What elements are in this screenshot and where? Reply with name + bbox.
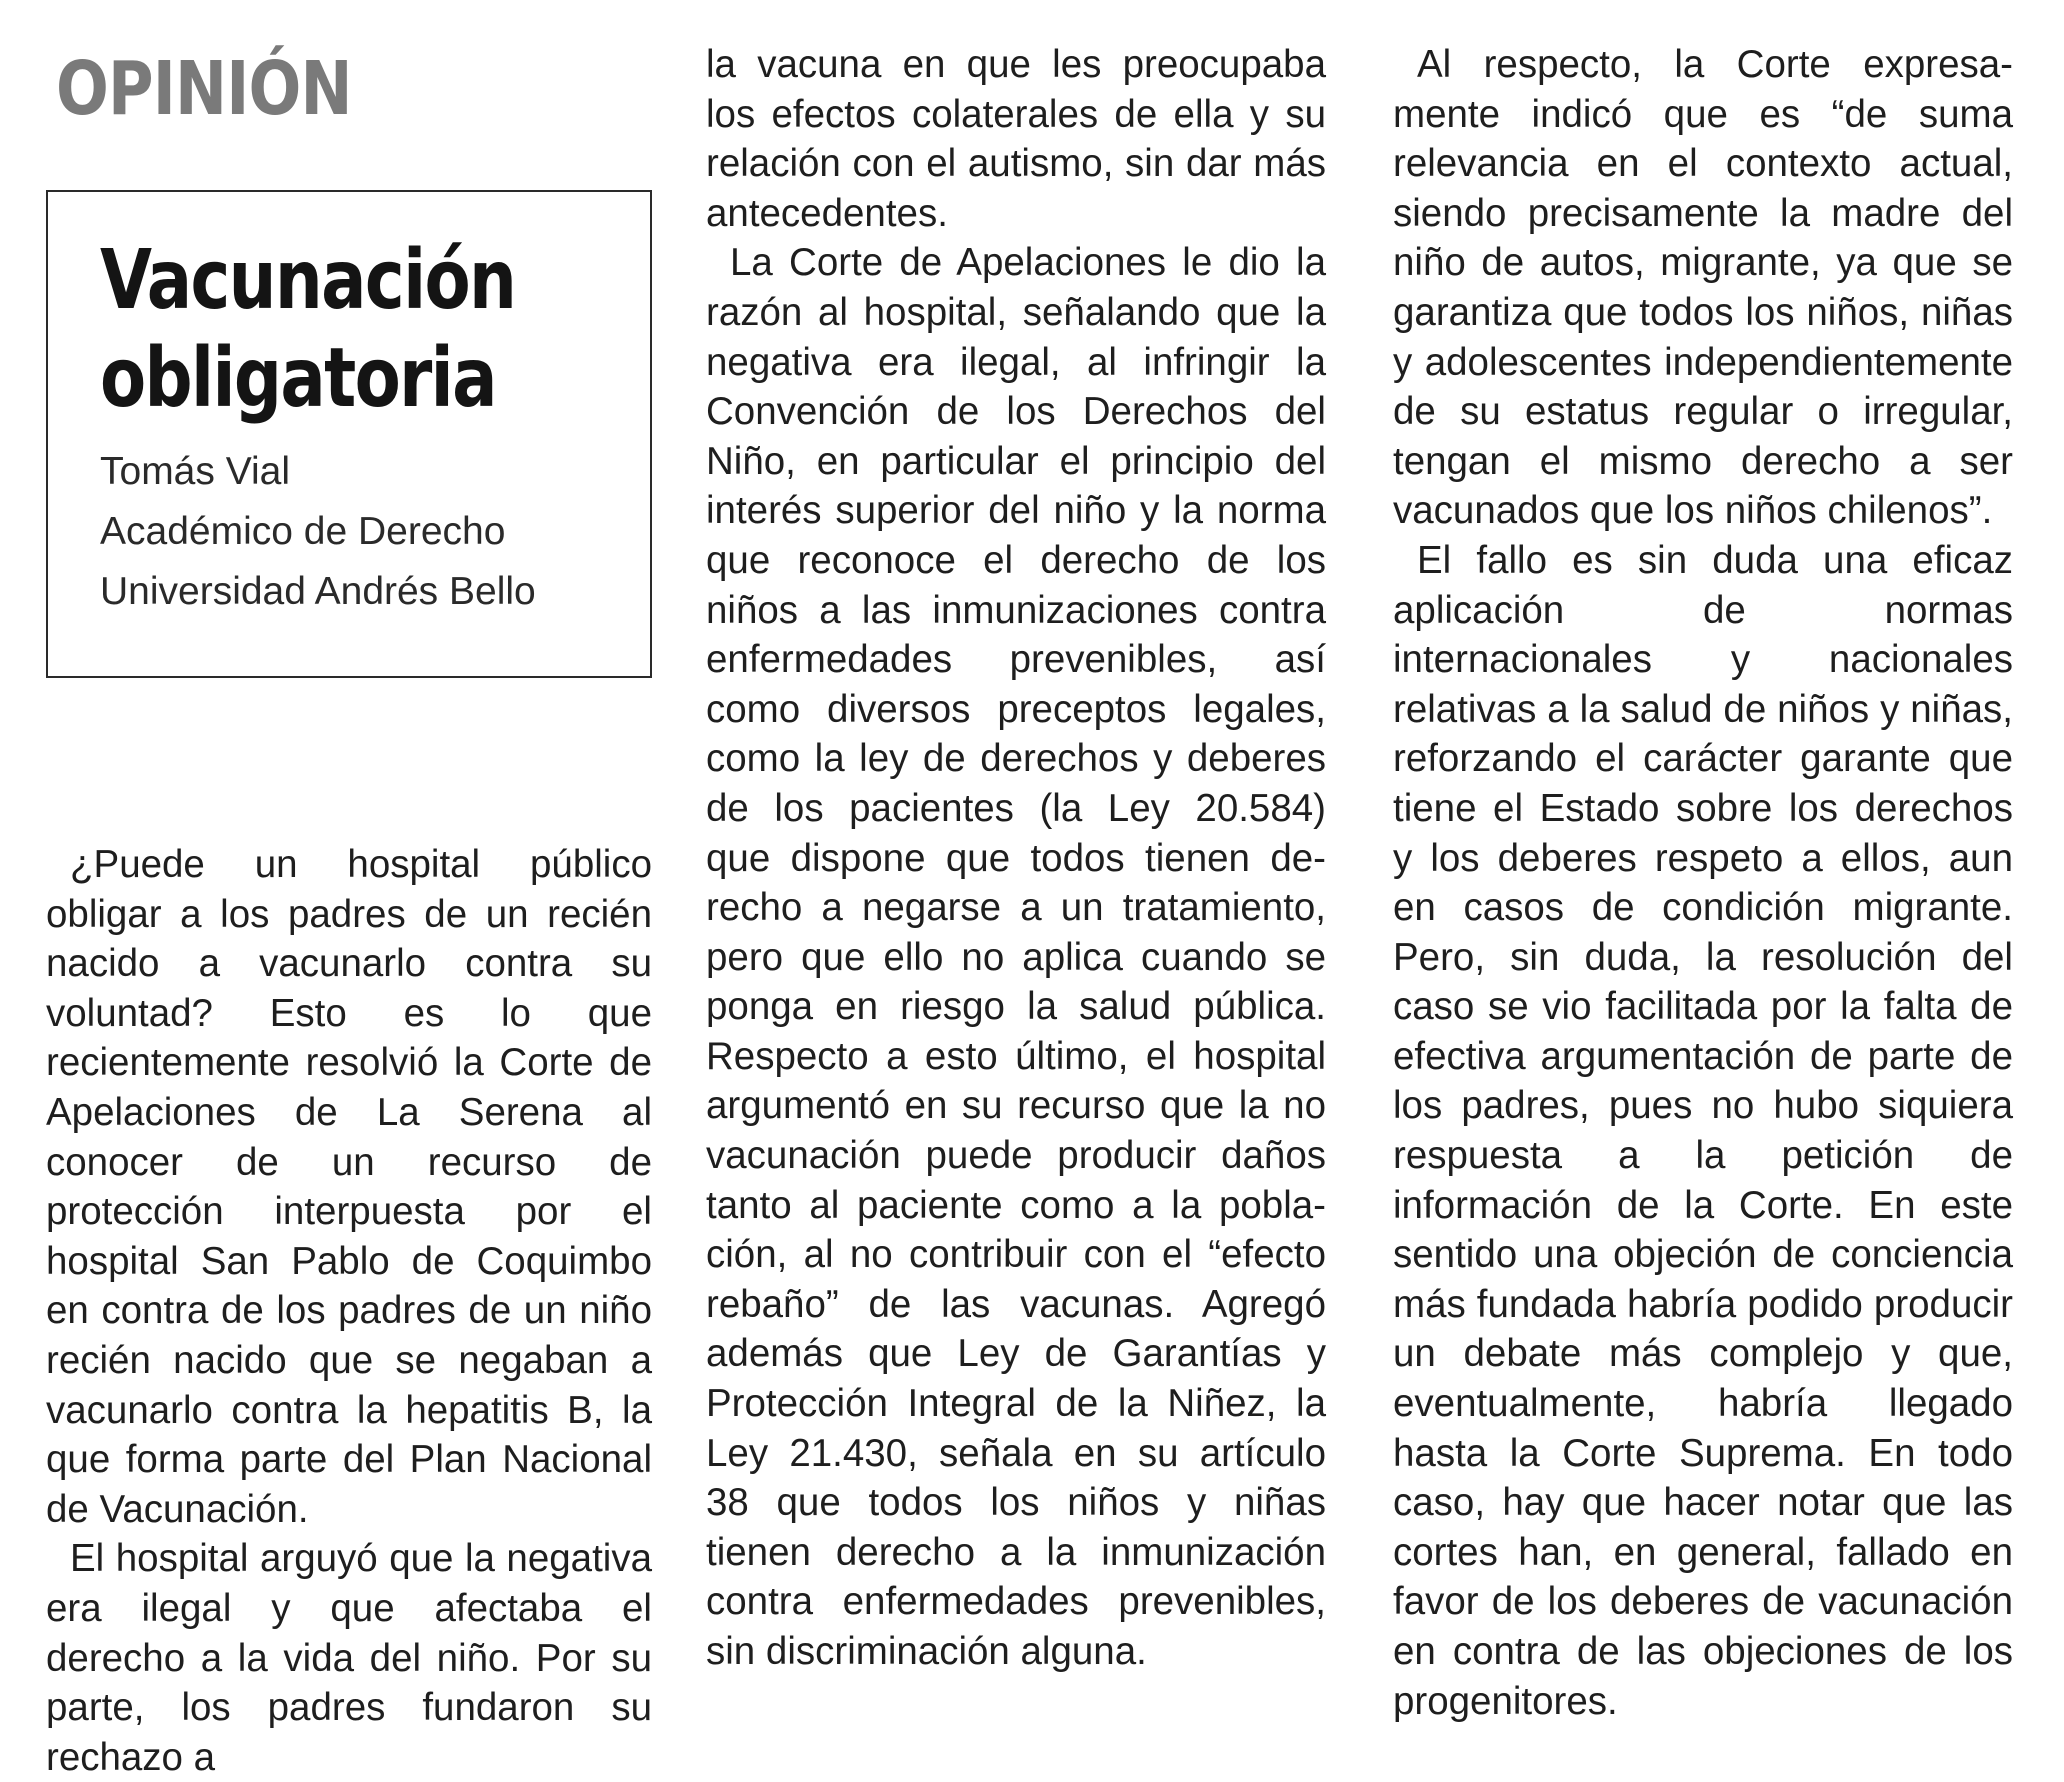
text-column-3	[1393, 40, 2013, 1726]
article-title	[100, 232, 515, 428]
author-affiliation: Universidad Andrés Bello	[100, 570, 536, 613]
text-column-2	[706, 40, 1326, 1677]
article-title-line-2: obligatoria	[100, 331, 496, 426]
paragraph-2-continued: la vacuna en que les preocupaba los efectos colaterales de ella y su relación con el autismo, sin dar más antecedentes.	[706, 43, 1326, 235]
byline	[100, 442, 536, 622]
paragraph-4: Al respecto, la Corte expresamente indicó que es “de suma relevancia en el contexto actual, siendo precisamente la madre del niño de autos, migrante, ya que se garantiza que todos los niños, niñas y adolescentes independientemente de su estatus regular o irregular, tengan el mismo derecho a ser vacunados que los niños chilenos”.	[1393, 43, 2013, 533]
paragraph-1: ¿Puede un hospital público obligar a los padres de un recién nacido a vacunarlo contra su voluntad? Esto es lo que recientemente resolvió la Corte de Apelaciones de La Serena al conocer de un recurso de protección interpuesta por el hospital San Pablo de Coquimbo en contra de los padres de un niño recién nacido que se negaban a vacunarlo contra la hepatitis B, la que forma parte del Plan Nacional de Vacunación.	[46, 843, 652, 1531]
author-role: Académico de Derecho	[100, 510, 506, 553]
author-name: Tomás Vial	[100, 450, 291, 493]
section-label: OPINIÓN	[56, 46, 352, 132]
paragraph-5: El fallo es sin duda una eficaz aplicación de normas internacionales y nacionales relativas a la salud de niños y niñas, reforzando el carácter garante que tiene el Estado sobre los derechos y los deberes respeto a ellos, aun en casos de condición migrante. Pero, sin duda, la resolución del caso se vio facilitada por la falta de efectiva argumentación de parte de los padres, pues no hubo siquiera respuesta a la petición de información de la Corte. En este sentido una objeción de conciencia más fundada habría podido producir un debate más complejo y que, eventualmente, habría llegado hasta la Corte Suprema. En todo caso, hay que hacer notar que las cortes han, en general, fallado en favor de los deberes de vacunación en contra de las objeciones de los progenitores.	[1393, 538, 2013, 1723]
paragraph-2-start: El hospital arguyó que la negativa era ilegal y que afectaba el derecho a la vida del niño. Por su parte, los padres fundaron su rechazo a	[46, 1537, 652, 1779]
article-title-line-1: Vacunación	[100, 233, 516, 328]
article-header-box	[46, 190, 652, 678]
paragraph-3: La Corte de Apelaciones le dio la razón al hospital, señalando que la negativa era ilegal, al infringir la Convención de los Derechos del Niño, en particular el principio del interés superior del niño y la norma que reconoce el derecho de los niños a las inmunizaciones contra enfermedades prevenibles, así como diversos preceptos legales, como la ley de derechos y deberes de los pacientes (la Ley 20.584) que dispone que todos tienen derecho a negarse a un tratamiento, pero que ello no aplica cuando se ponga en riesgo la salud pública. Respecto a esto último, el hospital argumentó en su recurso que la no vacunación puede producir daños tanto al paciente como a la población, al no contribuir con el “efecto rebaño” de las vacunas. Agregó además que Ley de Garantías y Protección Integral de la Niñez, la Ley 21.430, señala en su artículo 38 que todos los niños y niñas tienen derecho a la inmunización contra enfermedades prevenibles, sin discriminación alguna.	[706, 241, 1326, 1673]
text-column-1	[46, 840, 652, 1782]
